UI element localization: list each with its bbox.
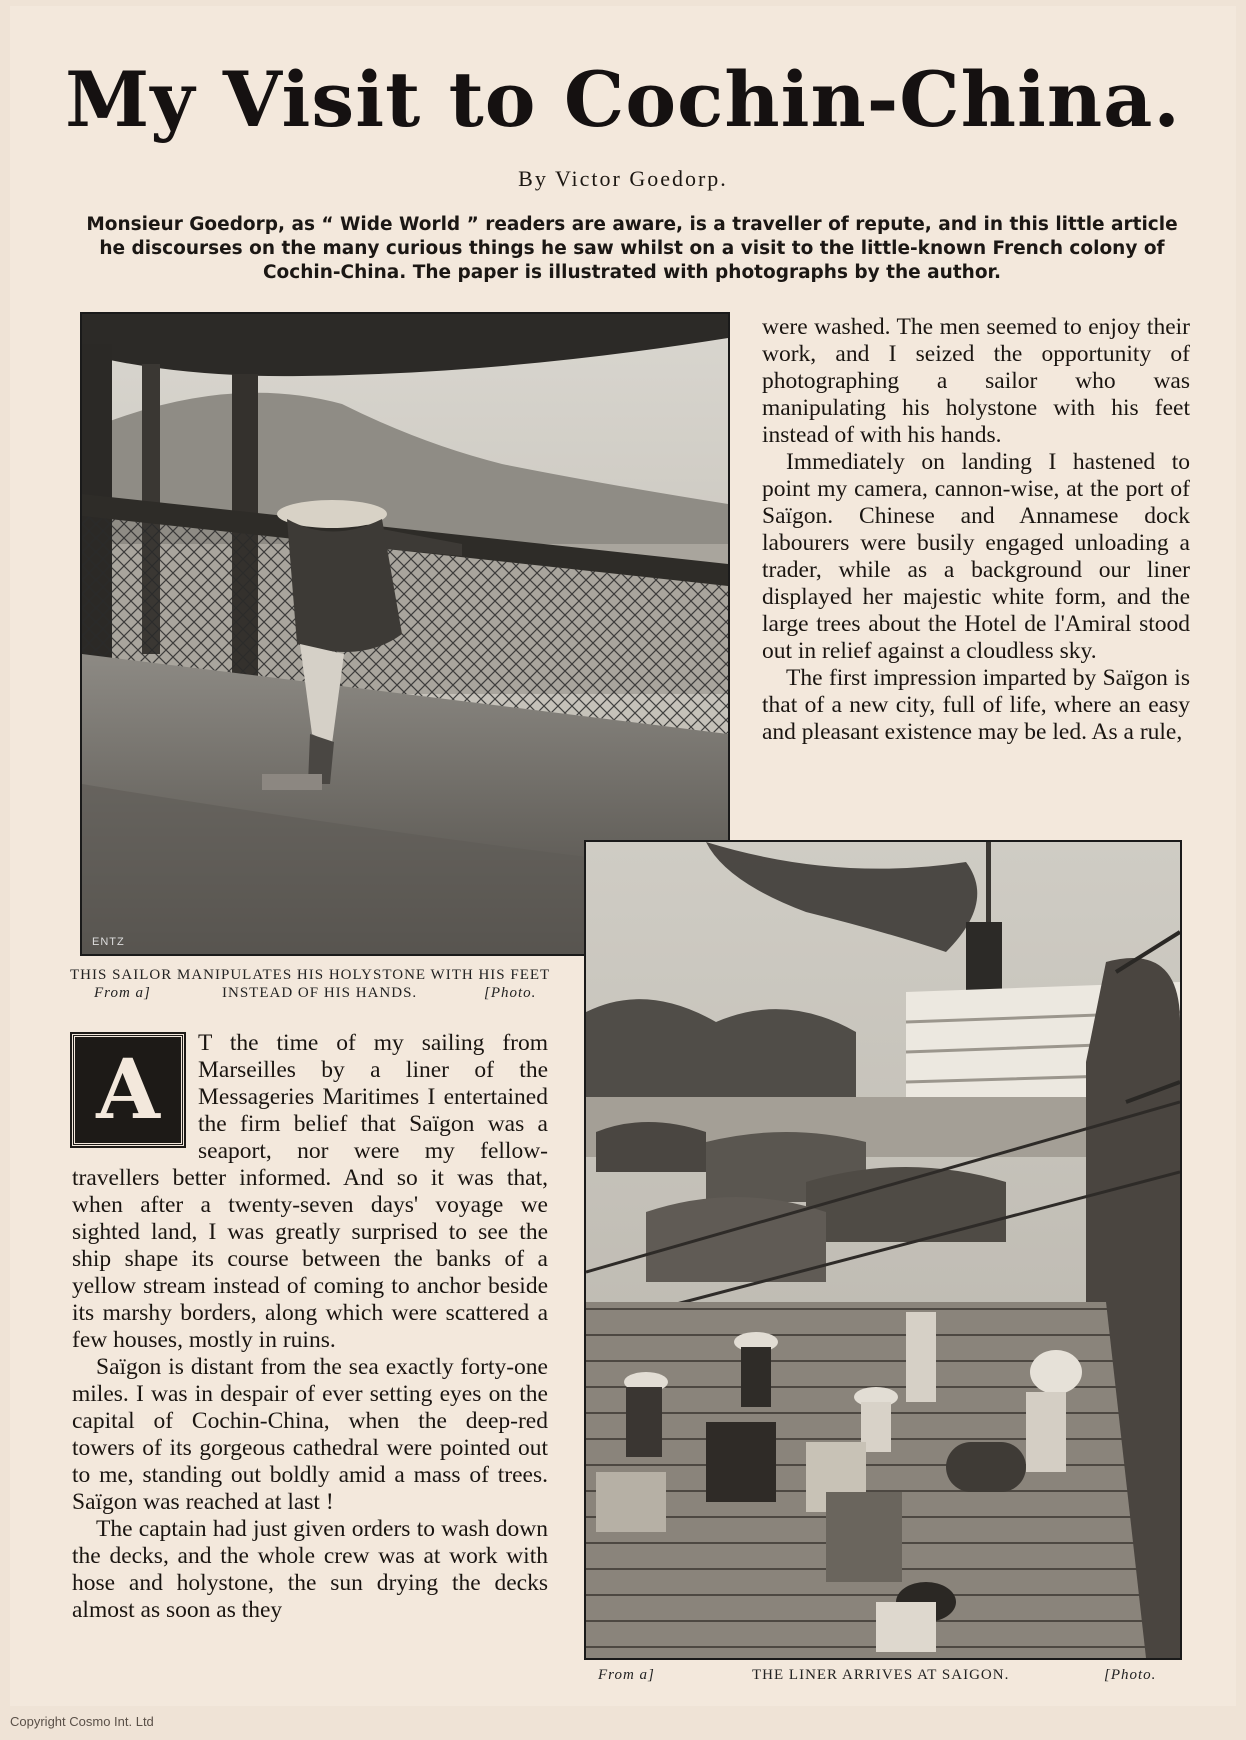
dropcap-ornament: [72, 1034, 184, 1146]
paragraph-1: T the time of my sailing from Marseilles by a liner of the Messageries Maritimes I entertained the firm belief that Saïgon was a seaport, nor were my fellow-travellers better informed. And so it was that, when after a twenty-seven days' voyage we sighted land, I was greatly surprised to see the ship shape its course between the banks of a yellow stream instead of coming to anchor beside its marshy borders, along which were scattered a few houses, mostly in ruins.: [72, 1030, 548, 1353]
photo-signature: ENTZ: [92, 936, 125, 948]
paragraph-5: Immediately on landing I hastened to point my camera, cannon-wise, at the port of Saïgon. Chinese and Annamese dock labourers were busily engaged unloading a trader, while as a background our liner displayed her majestic white form, and the large trees about the Hotel de l'Amiral stood out in relief against a cloudless sky.: [762, 449, 1190, 664]
paragraph-6: The first impression imparted by Saïgon is that of a new city, full of life, where an easy and pleasant existence may be led. As a rule,: [762, 665, 1190, 745]
byline: By Victor Goedorp.: [518, 166, 728, 191]
photo2-caption-from: From a]: [598, 1667, 655, 1683]
paragraph-3: The captain had just given orders to wash down the decks, and the whole crew was at work with hose and holystone, the sun drying the decks almost as soon as they: [72, 1516, 548, 1623]
left-column: [72, 1030, 548, 1624]
photo1-caption-from: From a]: [94, 985, 151, 1001]
copyright-notice: Copyright Cosmo Int. Ltd: [10, 1714, 154, 1729]
paragraph-2: Saïgon is distant from the sea exactly forty-one miles. I was in despair of ever setting eyes on the capital of Cochin-China, when the deep-red towers of its gorgeous cathedral were pointed out to me, standing out boldly amid a mass of trees. Saïgon was reached at last !: [72, 1354, 548, 1515]
photo1-caption-line1: THIS SAILOR MANIPULATES HIS HOLYSTONE WITH HIS FEET: [70, 967, 551, 983]
dropcap-letter: A: [96, 1041, 160, 1138]
right-column: [762, 314, 1190, 746]
photo1-caption: [70, 966, 570, 984]
photo1-caption-line2: INSTEAD OF HIS HANDS.: [222, 985, 418, 1001]
article-title: My Visit to Cochin-China.: [65, 55, 1181, 144]
photo2-caption-text: THE LINER ARRIVES AT SAIGON.: [752, 1667, 1010, 1683]
intro-paragraph: Monsieur Goedorp, as “ Wide World ” readers are aware, is a traveller of repute, and in this little article he discourses on the many curious things he saw whilst on a visit to the little-known French colony of Cochin-China. The paper is illustrated with photographs by the author.: [86, 214, 1178, 283]
paragraph-4: were washed. The men seemed to enjoy their work, and I seized the opportunity of photographing a sailor who was manipulating his holystone with his feet instead of with his hands.: [762, 314, 1190, 448]
photo1-caption-photo: [Photo.: [484, 985, 537, 1001]
photo2-caption-photo: [Photo.: [1104, 1667, 1157, 1683]
photo-liner-at-saigon: [584, 840, 1182, 1660]
